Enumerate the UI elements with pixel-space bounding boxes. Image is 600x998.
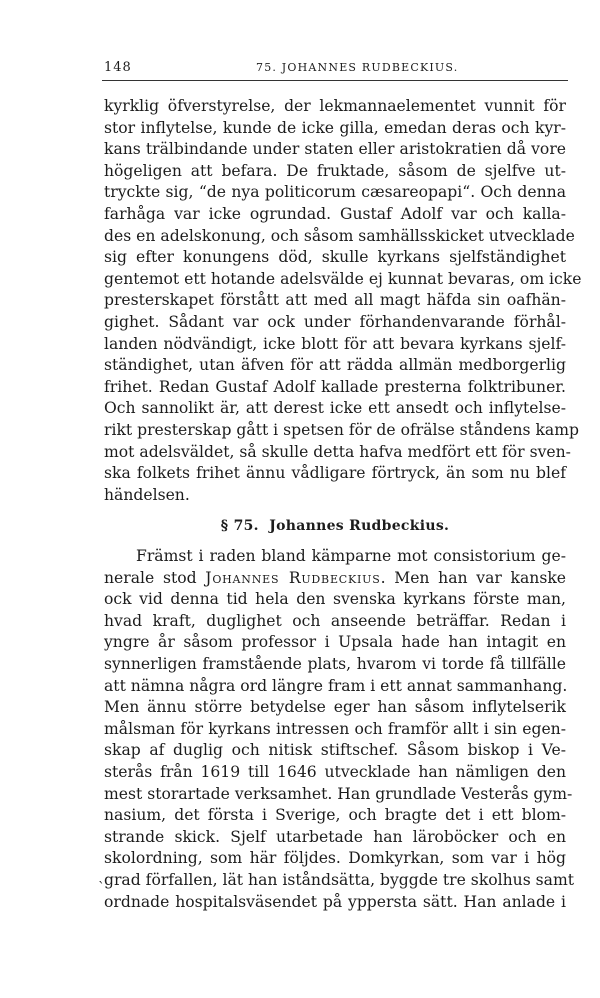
margin-mark: ` [98, 880, 105, 896]
text-line: skap af duglig och nitisk stiftschef. Såsom biskop i Ve- [104, 741, 566, 760]
text-line: presterskapet förstått att med all magt häfda sin oafhän- [104, 291, 566, 310]
text-line: landen nödvändigt, icke blott för att bevara kyrkans sjelf- [104, 334, 566, 353]
paragraph-continuation [104, 96, 582, 506]
text-line: grad förfallen, lät han iståndsätta, byggde tre skolhus samt [104, 870, 575, 889]
text-line: Men ännu större betydelse eger han såsom inflytelserik [104, 698, 566, 717]
page-header [104, 60, 568, 80]
text-line: skolordning, som här följdes. Domkyrkan, som var i hög [104, 849, 566, 868]
text-line: att nämna några ord längre fram i ett annat sammanhang. [104, 676, 568, 695]
text-line: mot adelsväldet, så skulle detta hafva medfört ett för sven- [104, 442, 571, 461]
text-line: mest storartade verksamhet. Han grundlade Vesterås gym- [104, 784, 573, 803]
text-line: frihet. Redan Gustaf Adolf kallade presterna folktribuner. [104, 377, 566, 396]
person-name: Johannes Rudbeckius [205, 568, 381, 587]
section-title: Johannes Rudbeckius. [269, 518, 450, 534]
text-line: kans trälbindande under staten eller aristokratien då vore [104, 140, 566, 159]
text-line: tryckte sig, “de nya politicorum cæsareopapi“. Och denna [104, 183, 566, 202]
section-heading [104, 518, 566, 534]
text-line: Och sannolikt är, att derest icke ett ansedt och inflytelse- [104, 399, 566, 418]
text-line: strande skick. Sjelf utarbetade han läroböcker och en [104, 827, 566, 846]
text-line: Främst i raden bland kämparne mot consistorium ge- [136, 547, 566, 565]
header-rule [102, 80, 568, 81]
text-line [104, 568, 566, 590]
text-line: rikt presterskap gått i spetsen för de ofrälse ståndens kamp [104, 420, 580, 439]
page-number: 148 [104, 60, 132, 75]
running-head: 75. JOHANNES RUDBECKIUS. [256, 61, 459, 74]
text-line: synnerligen framstående plats, hvarom vi torde få tillfälle [104, 654, 566, 673]
text-line: gentemot ett hotande adelsvälde ej kunnat bevaras, om icke [104, 269, 582, 288]
text-line: sterås från 1619 till 1646 utvecklade han nämligen den [104, 762, 566, 781]
text-line: ordnade hospitalsväsendet på yppersta sätt. Han anlade i [104, 892, 566, 911]
text-line: nasium, det första i Sverige, och bragte det i ett blom- [104, 806, 566, 825]
text-line: yngre år såsom professor i Upsala hade han intagit en [104, 633, 566, 652]
text-line: kyrklig öfverstyrelse, der lekmannaelementet vunnit för [104, 97, 566, 115]
text-line: högeligen att befara. De fruktade, såsom de sjelfve ut- [104, 161, 566, 180]
text-line: stor inflytelse, kunde de icke gilla, emedan deras och kyr- [104, 118, 566, 137]
text-line: sig efter konungens död, skulle kyrkans sjelfständighet [104, 248, 566, 267]
text-line: ständighet, utan äfven för att rädda allmän medborgerlig [104, 356, 566, 375]
text-line: hvad kraft, duglighet och anseende beträffar. Redan i [104, 611, 566, 630]
text-line: ock vid denna tid hela den svenska kyrkans förste man, [104, 590, 566, 609]
text-line: farhåga var icke ogrundad. Gustaf Adolf var och kalla- [104, 204, 566, 223]
text-fragment: nerale stod [104, 568, 206, 587]
text-line: målsman för kyrkans intressen och framför allt i sin egen- [104, 719, 566, 738]
text-line: ska folkets frihet ännu vådligare förtryck, än som nu blef [104, 464, 566, 483]
text-fragment: . Men han var kanske [380, 568, 566, 587]
section-paragraph [104, 546, 575, 913]
text-line: des en adelskonung, och såsom samhällsskicket utvecklade [104, 226, 575, 245]
section-number: § 75. [220, 518, 259, 534]
text-line: händelsen. [104, 485, 190, 504]
text-line: gighet. Sådant var ock under förhandenvarande förhål- [104, 312, 566, 331]
